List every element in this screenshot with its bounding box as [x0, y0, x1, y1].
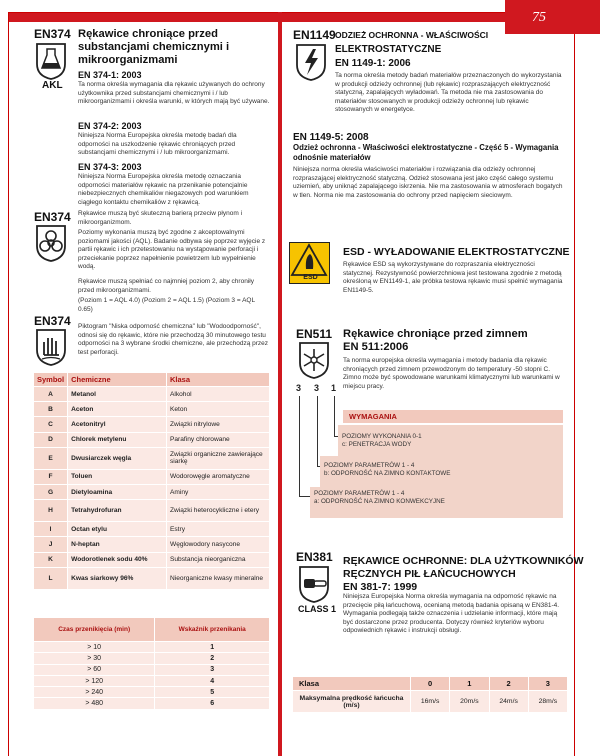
en374-3-title: EN 374-3: 2003 [78, 162, 142, 172]
table-row [34, 387, 270, 402]
table-row [34, 675, 270, 686]
table-row [34, 432, 270, 447]
table-cell: Wodorotlenek sodu 40% [68, 552, 167, 567]
table-cell: G [34, 484, 68, 499]
table-cell: 1 [155, 642, 270, 653]
table-row [293, 691, 568, 713]
table-cell: Związki nitrylowe [166, 417, 269, 432]
requirements-header: WYMAGANIA [343, 410, 563, 423]
row-label: Maksymalna prędkość łańcucha (m/s) [293, 691, 411, 713]
esd-text: Rękawice ESD są wykorzystywane do rozpraszania elektryczności statycznej. Rezystywność powierzchniowa jest testowana zgodnie z metodą określoną w EN1149-1, ale próbka testowa rękawic musi spełnić wymagania EN1149-5. [343, 261, 563, 294]
bio-text-4: (Poziom 1 = AQL 4.0) (Poziom 2 = AQL 1.5) (Poziom 3 = AQL 0.65) [78, 297, 255, 313]
table-cell: > 120 [34, 675, 155, 686]
table-row [34, 567, 270, 589]
en1149-5-subtitle: Odzież ochronna - Właściwości elektrostatyczne - Część 5 - Wymagania odnośnie materiałów [293, 143, 559, 162]
table-cell: Metanol [68, 387, 167, 402]
permeation-table [33, 617, 270, 710]
table-cell: 4 [155, 675, 270, 686]
table-cell: 20m/s [450, 691, 489, 713]
table-cell: Dietyloamina [68, 484, 167, 499]
req-contact-cold [320, 456, 563, 487]
en511-title-2: EN 511:2006 [343, 341, 409, 353]
table-row [34, 522, 270, 537]
en374-1-title: EN 374-1: 2003 [78, 70, 142, 80]
table-cell: Estry [166, 522, 269, 537]
esd-label: ESD [303, 274, 318, 281]
en374-bio-code: EN374 [34, 210, 71, 224]
en1149-5-title: EN 1149-5: 2008 [293, 132, 369, 143]
table-row [34, 552, 270, 567]
en511-title-1: Rękawice chroniące przed zimnem [343, 328, 528, 340]
en381-title-2: RĘCZNYCH PIŁ ŁAŃCUCHOWYCH [343, 568, 516, 580]
table-cell: Parafiny chlorowane [166, 432, 269, 447]
biohazard-icon [33, 224, 69, 262]
table-cell: B [34, 402, 68, 417]
bio-text-1: Rękawice muszą być skuteczną barierą przeciw płynom i mikroorganizmom. [78, 210, 243, 226]
chain-speed-header [293, 677, 568, 691]
table-row [34, 484, 270, 499]
connector-line [334, 396, 335, 436]
table-cell: > 60 [34, 664, 155, 675]
table-cell: > 10 [34, 642, 155, 653]
table-cell: Węglowodory nasycone [166, 537, 269, 552]
en381-code: EN381 [296, 550, 333, 564]
table-cell: Wodorowęgle aromatyczne [166, 469, 269, 484]
table-cell: Substancja nieorganiczna [166, 552, 269, 567]
req-label: POZIOMY PARAMETRÓW 1 - 4 [324, 462, 415, 469]
table-cell: Toluen [68, 469, 167, 484]
en374-akl-title: Rękawice chroniące przed substancjami chemicznymi i mikroorganizmami [78, 28, 230, 66]
en374-2-title: EN 374-2: 2003 [78, 121, 142, 131]
table-cell: 6 [155, 698, 270, 709]
table-cell: 24m/s [489, 691, 528, 713]
low-chemical-text: Piktogram "Niska odporność chemiczna" lub "Wodoodporność", odnosi się do rękawic, które nie przechodzą 30 minutowego testu odporności na 3 wybrane środki chemiczne, ale przechodzą przez test perforacji. [78, 323, 269, 356]
table-cell: K [34, 552, 68, 567]
en511-text: Ta norma europejska określa wymagania i metody badania dla rękawic chroniących przed zimnem przewodzonym do temperatury -50 stopni C. Zimno może być spowodowane warunkami klimatycznymi lub warunkami w miejscu pracy. [343, 357, 560, 390]
column-divider [278, 12, 282, 756]
table-cell: Keton [166, 402, 269, 417]
table-cell: Aceton [68, 402, 167, 417]
table-cell: A [34, 387, 68, 402]
table-row [34, 687, 270, 698]
table-row [34, 447, 270, 469]
class-1-badge: CLASS 1 [298, 604, 337, 614]
glove-water-icon [33, 328, 69, 366]
req-label: POZIOMY WYKONANIA 0-1 [342, 433, 422, 440]
en1149-code: EN1149 [293, 28, 336, 42]
col-class-2: 2 [489, 677, 528, 691]
en374-low-code: EN374 [34, 314, 71, 328]
table-cell: 3 [155, 664, 270, 675]
lightning-shield-icon [293, 43, 329, 81]
table-cell: H [34, 500, 68, 522]
table-cell: 28m/s [528, 691, 567, 713]
akl-badge: AKL [42, 80, 63, 91]
page-number: 75 [532, 10, 546, 25]
chain-speed-table [292, 676, 568, 713]
chainsaw-icon [296, 565, 332, 603]
en511-digit-b: 3 [314, 383, 320, 393]
table-cell: > 240 [34, 687, 155, 698]
table-cell: Związki organiczne zawierające siarkę [166, 447, 269, 469]
en374-akl-code: EN374 [34, 27, 71, 41]
col-breakthrough-time: Czas przenikięcia (min) [34, 618, 155, 642]
chemical-table-header [34, 373, 270, 387]
esd-title: ESD - WYŁADOWANIE ELEKTROSTATYCZNE [343, 246, 570, 258]
snowflake-icon [296, 341, 332, 379]
table-cell: > 30 [34, 653, 155, 664]
table-cell: Nieorganiczne kwasy mineralne [166, 567, 269, 589]
table-cell: J [34, 537, 68, 552]
table-cell: N-heptan [68, 537, 167, 552]
en374-1-text: Ta norma określa wymagania dla rękawic używanych do ochrony użytkownika przed substancjami chemicznymi i / lub mikroorganizmami i określa warunki, w których mają być używane. [78, 81, 270, 106]
table-cell: Acetonitryl [68, 417, 167, 432]
table-cell: 2 [155, 653, 270, 664]
table-row [34, 417, 270, 432]
table-row [34, 469, 270, 484]
esd-icon [289, 242, 330, 284]
table-cell: 16m/s [411, 691, 450, 713]
en381-text: Niniejsza Europejska Norma określa wymagania na odporność rękawic na przecięcie piłą łańcuchową, ocenianą metodą badania opisaną w EN381-4. Wymagania podlegają także oznaczenia i udzielanie informacji, które mają być dostarczone przez producenta. Dotyczy również kryteriów wyboru odpowiednich rękawic i instrukcji obsługi. [343, 593, 560, 635]
col-class-0: 0 [411, 677, 450, 691]
table-row [34, 664, 270, 675]
connector-line [299, 396, 300, 496]
table-cell: > 480 [34, 698, 155, 709]
bio-text-2: Poziomy wykonania muszą być zgodne z akceptowalnymi poziomami jakości (AQL). Badanie odbywa się poprzez wyjęcie z partii rękawic i ich przetestowaniu na wystąpowanie perforacji i przeciekanie poprzez napełnienie powietrzem lub wypełnienie wodą. [78, 229, 266, 271]
col-symbol: Symbol [34, 373, 68, 387]
req-convective-cold [310, 487, 563, 518]
table-row [34, 537, 270, 552]
table-cell: Alkohol [166, 387, 269, 402]
req-label: a: ODPORNOŚĆ NA ZIMNO KONWEKCYJNE [314, 498, 445, 505]
table-cell: Aminy [166, 484, 269, 499]
col-class: Klasa [166, 373, 269, 387]
table-row [34, 653, 270, 664]
chemical-table [33, 372, 270, 590]
table-cell: F [34, 469, 68, 484]
connector-line [317, 396, 318, 466]
table-cell: L [34, 567, 68, 589]
permeation-table-header [34, 618, 270, 642]
req-label: c: PENETRACJA WODY [342, 441, 412, 448]
en381-title-1: RĘKAWICE OCHRONNE: DLA UŻYTKOWNIKÓW [343, 555, 584, 567]
en374-3-text: Niniejsza Norma Europejska określa metodę oznaczania odporności materiałów rękawic na przenikanie potencjalnie niebezpiecznych chemikaliów niegazowych pod warunkiem ciągłego kontaktu chemikaliów z rękawicą. [78, 173, 249, 206]
col-class: Klasa [293, 677, 411, 691]
en1149-title-3: EN 1149-1: 2006 [335, 58, 411, 69]
req-label: b: ODPORNOŚĆ NA ZIMNO KONTAKTOWE [324, 470, 451, 477]
en511-digit-c: 1 [331, 383, 337, 393]
bio-text-3: Rękawice muszą spełniać co najmniej poziom 2, aby chroniły przed mikroorganizmami. [78, 278, 254, 294]
en1149-text-2: Niniejsza norma określa właściwości materiałów i rozwiązania dla odzieży ochronnej rozpraszającej elektryczność statyczną. Odzież stosowana jest jako część całego systemu uziemień, aby uniknąć zapalającego iskrzenia. Nie ma zastosowania w atmosferach bogatych w tlen. Norma nie ma zastosowania do ochrony przed napięciem sieciowym. [293, 166, 563, 199]
table-cell: Kwas siarkowy 96% [68, 567, 167, 589]
table-cell: Octan etylu [68, 522, 167, 537]
col-chemical: Chemiczne [68, 373, 167, 387]
en1149-title-2: ELEKTROSTATYCZNE [335, 44, 442, 55]
en511-digit-a: 3 [296, 383, 302, 393]
table-cell: I [34, 522, 68, 537]
chemical-flask-icon [33, 42, 69, 80]
table-cell: C [34, 417, 68, 432]
table-row [34, 642, 270, 653]
en1149-title-1: ODZIEŻ OCHRONNA - WŁAŚCIWOŚCI [335, 30, 489, 40]
table-cell: Chlorek metylenu [68, 432, 167, 447]
table-row [34, 402, 270, 417]
col-permeation-index: Wskaźnik przenikania [155, 618, 270, 642]
en381-title-3: EN 381-7: 1999 [343, 581, 418, 593]
table-cell: Tetrahydrofuran [68, 500, 167, 522]
table-cell: E [34, 447, 68, 469]
req-label: POZIOMY PARAMETRÓW 1 - 4 [314, 490, 405, 497]
table-row [34, 698, 270, 709]
table-cell: Dwusiarczek węgla [68, 447, 167, 469]
en511-code: EN511 [296, 327, 333, 341]
table-cell: 5 [155, 687, 270, 698]
en1149-text-1: Ta norma określa metody badań materiałów przeznaczonych do wykorzystania w produkcji odzieży ochronnej (lub rękawic) rozpraszających elektryczność statyczną, zapalających wyładowań. Ta metoda nie ma zastosowania do materiałów stosowanych w produkcji odzieży ochronnej lub rękawic stosowanych w energetyce. [335, 72, 562, 114]
req-water-penetration [338, 425, 563, 456]
table-cell: D [34, 432, 68, 447]
table-row [34, 500, 270, 522]
col-class-1: 1 [450, 677, 489, 691]
table-cell: Związki heterocykliczne i etery [166, 500, 269, 522]
en374-2-text: Niniejsza Norma Europejska określa metodę badań dla odporności na uszkodzenie rękawic chroniących przed substancjami chemicznymi i / lub mikroorganizmami. [78, 132, 237, 157]
page-number-tab [505, 0, 600, 34]
col-class-3: 3 [528, 677, 567, 691]
